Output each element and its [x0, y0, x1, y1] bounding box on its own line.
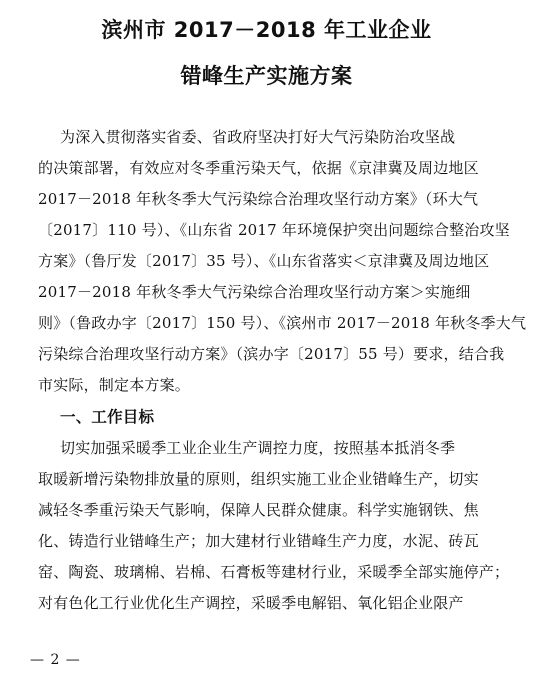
- document-title-line-1: 滨州市 2017－2018 年工业企业: [101, 18, 432, 42]
- paragraph-line: 2017－2018 年秋冬季大气污染综合治理攻坚行动方案＞实施细: [38, 283, 471, 301]
- paragraph-line: 窑、陶瓷、玻璃棉、岩棉、石膏板等建材行业，采暖季全部实施停产；: [38, 563, 510, 581]
- paragraph-line: 减轻冬季重污染天气影响，保障人民群众健康。科学实施钢铁、焦: [38, 501, 479, 519]
- paragraph-line: 污染综合治理攻坚行动方案》（滨办字〔2017〕55 号）要求，结合我: [38, 345, 505, 363]
- section-heading: 一、工作目标: [60, 408, 155, 426]
- document-title-line-2: 错峰生产实施方案: [180, 64, 353, 88]
- paragraph-line: 2017－2018 年秋冬季大气污染综合治理攻坚行动方案》（环大气: [38, 190, 479, 208]
- page-number: — 2 —: [30, 652, 81, 668]
- paragraph-line: 的决策部署，有效应对冬季重污染天气，依据《京津冀及周边地区: [38, 159, 479, 177]
- paragraph-line: 为深入贯彻落实省委、省政府坚决打好大气污染防治攻坚战: [60, 128, 456, 146]
- paragraph-line: 则》（鲁政办字〔2017〕150 号）、《滨州市 2017－2018 年秋冬季大气: [38, 314, 527, 332]
- paragraph-line: 市实际，制定本方案。: [38, 376, 191, 394]
- paragraph-line: 对有色化工行业优化生产调控，采暖季电解铝、氧化铝企业限产: [38, 594, 464, 612]
- paragraph-line: 〔2017〕110 号）、《山东省 2017 年环境保护突出问题综合整治攻坚: [38, 221, 510, 239]
- paragraph-line: 方案》（鲁厅发〔2017〕35 号）、《山东省落实＜京津冀及周边地区: [38, 252, 490, 270]
- paragraph-line: 化、铸造行业错峰生产；加大建材行业错峰生产力度，水泥、砖瓦: [38, 532, 479, 550]
- paragraph-line: 取暖新增污染物排放量的原则，组织实施工业企业错峰生产，切实: [38, 470, 479, 488]
- paragraph-line: 切实加强采暖季工业企业生产调控力度，按照基本抵消冬季: [60, 439, 456, 457]
